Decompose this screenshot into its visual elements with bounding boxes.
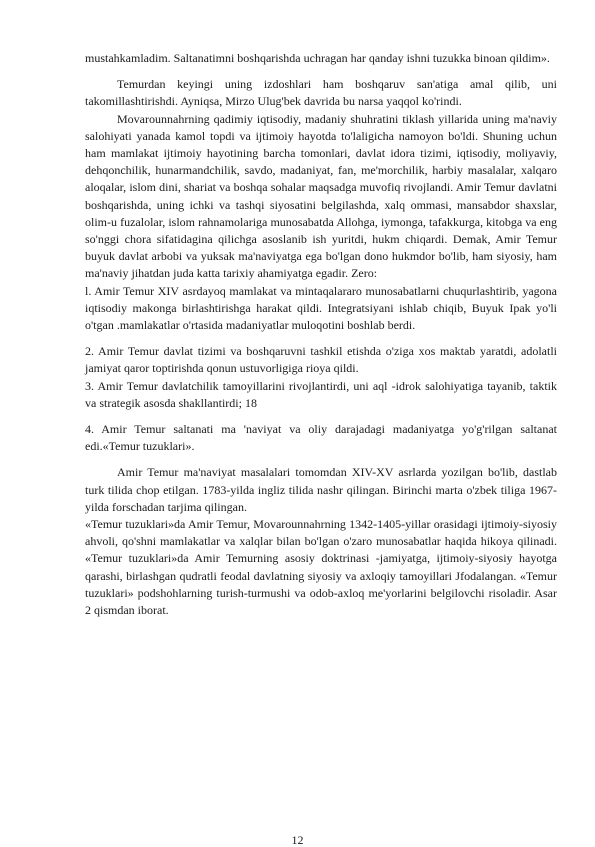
list-item-3: 3. Amir Temur davlatchilik tamoyillarini rivojlantirdi, uni aql -idrok salohiyatiga tayanib, taktik va strategik asosda shakllantirdi; 18 [85,378,557,410]
paragraph-continuation: mustahkamladim. Saltanatimni boshqarishda uchragan har qanday ishni tuzukka binoan qildim». [85,51,550,65]
list-item-1: l. Amir Temur XIV asrdayoq mamlakat va mintaqalararo munosabatlarni chuqurlashtirib, yagona iqtisodiy makonga birlashtirishga harakat qildi. Integratsiyani ishlab chiqib, Buyuk Ipak yo'li o'tgan .mamlakatlar o'rtasida madaniyatlar muloqotini boshlab berdi. [85,283,557,333]
paragraph-successors: Temurdan keyingi uning izdoshlari ham boshqaruv san'atiga amal qilib, uni takomillashtirishdi. Ayniqsa, Mirzo Ulug'bek davrida bu narsa yaqqol ko'rindi. [85,77,557,109]
paragraph-movarounnahr: Movarounnahrning qadimiy iqtisodiy, madaniy shuhratini tiklash yillarida uning ma'naviy salohiyati yanada kamol topdi va ijtimoiy hayotda to'laligicha namoyon bo'ldi. Shuning uchun ham mamlakat ijtimoiy hayotining barcha tomonlari, davlat idora tizimi, iqtisodiy, moliyaviy, dehqonchilik, hunarmandchilik, savdo, madaniyat, fan, me'morchilik, harbiy masalalar, xalqaro aloqalar, islom dini, shariat va boshqa sohalar maqsadga muvofiq rivojlandi. Amir Temur davlatni boshqarishda, uning ichki va tashqi siyosatini belgilashda, xalq ommasi, mansabdor shaxslar, olim-u fuzalolar, islom rahnamolariga munosabatda Allohga, iymonga, tafakkurga, kitobga va eng so'nggi chora sifatidagina qilichga asoslanib ish yuritdi, hukm chiqardi. Demak, Amir Temur buyuk davlat arbobi va yuksak ma'naviyatga ega bo'lgan dono hukmdor bo'lib, ham siyosiy, ham ma'naviy jihatdan juda katta tarixiy ahamiyatga egadir. Zero: [85,111,557,281]
list-item-4: 4. Amir Temur saltanati ma 'naviyat va oliy darajadagi madaniyatga yo'g'rilgan saltanat edi.«Temur tuzuklari». [85,422,557,454]
paragraph-tuzuklar-history: Amir Temur ma'naviyat masalalari tomomdan XIV-XV asrlarda yozilgan bo'lib, dastlab turk tilida chop etilgan. 1783-yilda ingliz tilida nashr qilingan. Birinchi marta o'zbek tiliga 1967-yilda forschadan tarjima qilingan. [85,465,557,514]
list-item-2: 2. Amir Temur davlat tizimi va boshqaruvni tashkil etishda o'ziga xos maktab yaratdi, adolatli jamiyat qaror toptirishda qonun ustuvorligiga rioya qildi. [85,344,557,376]
paragraph-tuzuklar-content: «Temur tuzuklari»da Amir Temur, Movarounnahrning 1342-1405-yillar orasidagi ijtimoiy-siyosiy ahvoli, qo'shni mamlakatlar va xalqlar bilan bo'lgan o'zaro munosabatlar haqida hikoya qilinadi. «Temur tuzuklari»da Amir Temurning asosiy doktrinasi -jamiyatga, ijtimoiy-siyosiy hayotga qarashi, birlashgan qudratli feodal davlatning siyosiy va axloqiy tamoyillari Jfodalangan. «Temur tuzuklari» podshohlarning turish-turmushi va odob-axloq me'yorlarini belgilovchi risoladir. Asar 2 qismdan iborat. [85,517,557,618]
page-number: 12 [291,833,304,847]
document-page [85,50,557,619]
